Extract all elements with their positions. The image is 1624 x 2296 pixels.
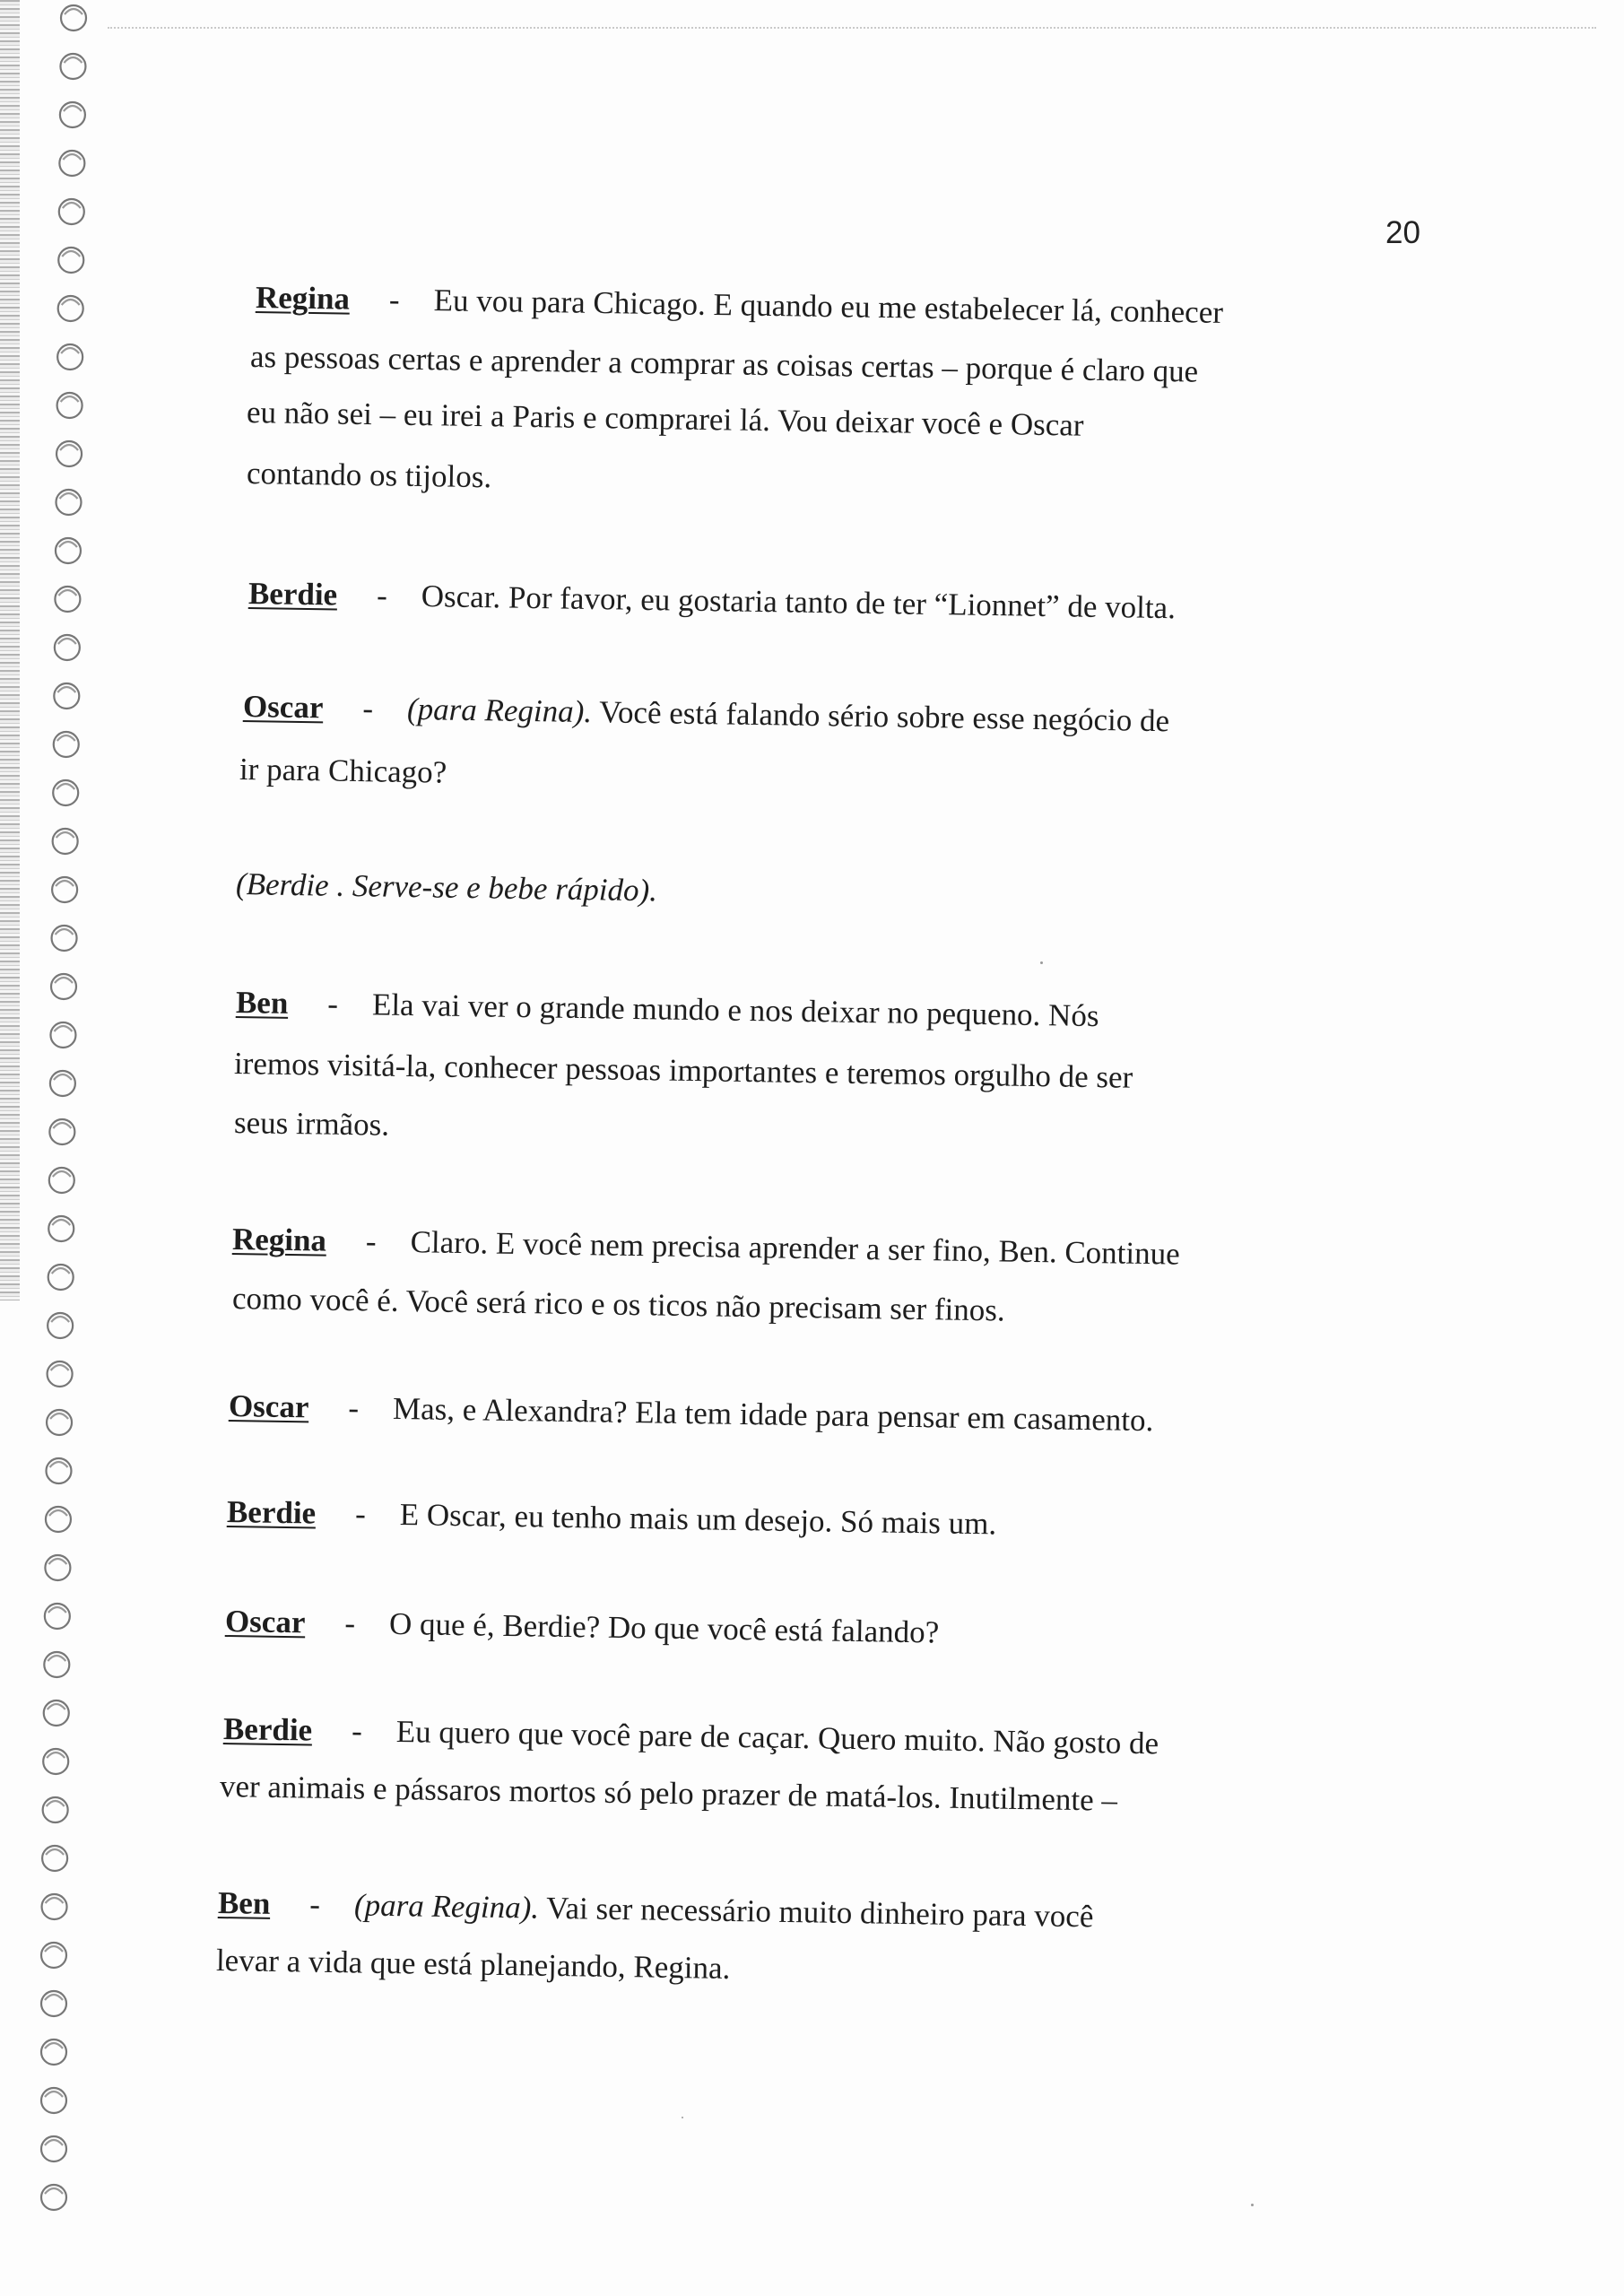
binding-hole-shade	[58, 590, 76, 596]
binding-hole-shade	[48, 1704, 65, 1709]
binding-hole-shade	[48, 1559, 66, 1564]
binding-hole-shade	[65, 9, 83, 14]
page-number: 20	[1385, 215, 1420, 250]
speech-text: O que é, Berdie? Do que você está falando?	[388, 1605, 940, 1650]
dialogue-line	[248, 576, 1177, 626]
page-top-edge	[108, 27, 1596, 29]
binding-hole-shade	[52, 1268, 70, 1274]
binding-hole-shade	[61, 348, 79, 353]
binding-hole-shade	[54, 1074, 72, 1080]
dialogue-dash: -	[388, 282, 400, 317]
dialogue-line: ver animais e pássaros mortos só pelo prazer de matá-los. Inutilmente –	[219, 1769, 1118, 1818]
binding-hole-shade	[51, 1317, 69, 1322]
dialogue-line: iremos visitá-la, conhecer pessoas importantes e teremos orgulho de ser	[233, 1046, 1133, 1095]
speaker-name: Oscar	[224, 1604, 306, 1640]
speaker-name: Ben	[235, 985, 289, 1021]
speaker-name: Regina	[255, 280, 351, 317]
stage-direction: (para Regina).	[406, 691, 593, 730]
dialogue-dash: -	[344, 1605, 356, 1641]
binding-hole-shade	[59, 542, 77, 547]
binding-hole-shade	[48, 1656, 65, 1661]
dialogue-dash: -	[362, 691, 374, 726]
dialogue-dash: -	[309, 1886, 321, 1922]
binding-hole-shade	[47, 1752, 65, 1758]
binding-hole-shade	[45, 2188, 63, 2194]
binding-hole-shade	[45, 1995, 63, 2000]
binding-hole-shade	[51, 1365, 69, 1370]
stage-direction: (Berdie . Serve-se e bebe rápido).	[235, 866, 658, 909]
binding-hole-shade	[62, 251, 80, 257]
binding-holes-icon	[0, 0, 108, 2296]
binding-hole-shade	[57, 687, 75, 692]
speech-text: Mas, e Alexandra? Ela tem idade para pensar em casamento.	[392, 1390, 1154, 1439]
binding-hole-shade	[60, 493, 78, 499]
dialogue-line: levar a vida que está planejando, Regina.	[215, 1943, 731, 1987]
dialogue-dash: -	[348, 1390, 360, 1426]
dialogue-line	[228, 1388, 1154, 1439]
dialogue-line	[223, 1713, 1159, 1759]
dialogue-line: as pessoas certas e aprender a comprar as coisas certas – porque é claro que	[249, 339, 1199, 389]
binding-hole-shade	[57, 735, 75, 741]
scan-speck	[682, 2117, 683, 2118]
speech-text: Ela vai ver o grande mundo e nos deixar no pequeno. Nós	[371, 987, 1099, 1034]
dialogue-dash: -	[354, 1496, 367, 1532]
binding-hole-shade	[47, 1801, 65, 1806]
binding-hole-shade	[60, 445, 78, 450]
speech-text: Você está falando sério sobre esse negócio de	[598, 694, 1170, 739]
binding-hole-shade	[53, 1171, 71, 1177]
dialogue-dash: -	[327, 986, 339, 1022]
binding-hole-shade	[50, 1462, 68, 1467]
speech-text: E Oscar, eu tenho mais um desejo. Só mais um.	[399, 1497, 997, 1542]
binding-hole-shade	[45, 2092, 63, 2097]
scan-speck	[1040, 961, 1043, 964]
dialogue-line	[242, 689, 1170, 739]
dialogue-line: contando os tijolos.	[246, 456, 492, 495]
speaker-name: Oscar	[242, 689, 324, 726]
dialogue-line	[226, 1494, 997, 1542]
binding-hole-shade	[55, 978, 73, 983]
speaker-name: Berdie	[222, 1711, 313, 1748]
dialogue-line	[225, 1605, 940, 1648]
binding-hole-shade	[56, 881, 74, 886]
speaker-name: Ben	[217, 1885, 271, 1921]
speech-text: Oscar. Por favor, eu gostaria tanto de ter “Lionnet” de volta.	[421, 578, 1177, 626]
dialogue-line: ir para Chicago?	[239, 752, 447, 790]
binding-hole-shade	[46, 1898, 64, 1903]
binding-hole-shade	[64, 57, 82, 63]
dialogue-line: como você é. Você será rico e os ticos não precisam ser finos.	[231, 1281, 1005, 1328]
speech-text: Vai ser necessário muito dinheiro para você	[545, 1890, 1094, 1935]
stage-direction: (para Regina).	[353, 1887, 540, 1926]
speech-text: Eu vou para Chicago. E quando eu me estabelecer lá, conhecer	[433, 283, 1224, 330]
binding-hole-shade	[45, 2043, 63, 2048]
binding-hole-shade	[62, 300, 80, 305]
dialogue-line	[232, 1223, 1180, 1270]
binding-hole-shade	[56, 929, 74, 935]
binding-hole-shade	[63, 154, 81, 160]
speaker-name: Oscar	[228, 1388, 309, 1425]
binding-hole-shade	[56, 832, 74, 838]
dialogue-line	[256, 282, 1224, 328]
speaker-name: Berdie	[226, 1494, 317, 1531]
binding-hole-shade	[56, 784, 74, 789]
binding-hole-shade	[53, 1123, 71, 1128]
dialogue-dash: -	[365, 1223, 377, 1259]
binding-hole-shade	[46, 1849, 64, 1855]
speaker-name: Berdie	[248, 576, 338, 613]
binding-hole-shade	[45, 1946, 63, 1952]
binding-hole-shade	[52, 1220, 70, 1225]
dialogue-dash: -	[376, 578, 388, 613]
spiral-binding	[0, 0, 108, 2296]
dialogue-line	[235, 985, 1099, 1034]
speech-text: Claro. E você nem precisa aprender a ser fino, Ben. Continue	[410, 1224, 1181, 1272]
binding-hole-shade	[54, 1026, 72, 1031]
binding-hole-shade	[49, 1510, 67, 1516]
dialogue-line	[217, 1885, 1094, 1935]
binding-hole-shade	[58, 639, 76, 644]
scan-speck	[1251, 2204, 1254, 2206]
binding-hole-shade	[50, 1413, 68, 1419]
dialogue-dash: -	[351, 1713, 363, 1749]
speech-text: Eu quero que você pare de caçar. Quero muito. Não gosto de	[395, 1714, 1159, 1761]
binding-hole-shade	[45, 2140, 63, 2145]
binding-hole-shade	[48, 1607, 66, 1613]
binding-hole-shade	[63, 203, 81, 208]
dialogue-line: seus irmãos.	[233, 1105, 390, 1143]
binding-hole-shade	[64, 106, 82, 111]
speaker-name: Regina	[231, 1222, 327, 1258]
binding-hole-shade	[61, 396, 79, 402]
dialogue-line: eu não sei – eu irei a Paris e comprarei lá. Vou deixar você e Oscar	[246, 395, 1084, 443]
